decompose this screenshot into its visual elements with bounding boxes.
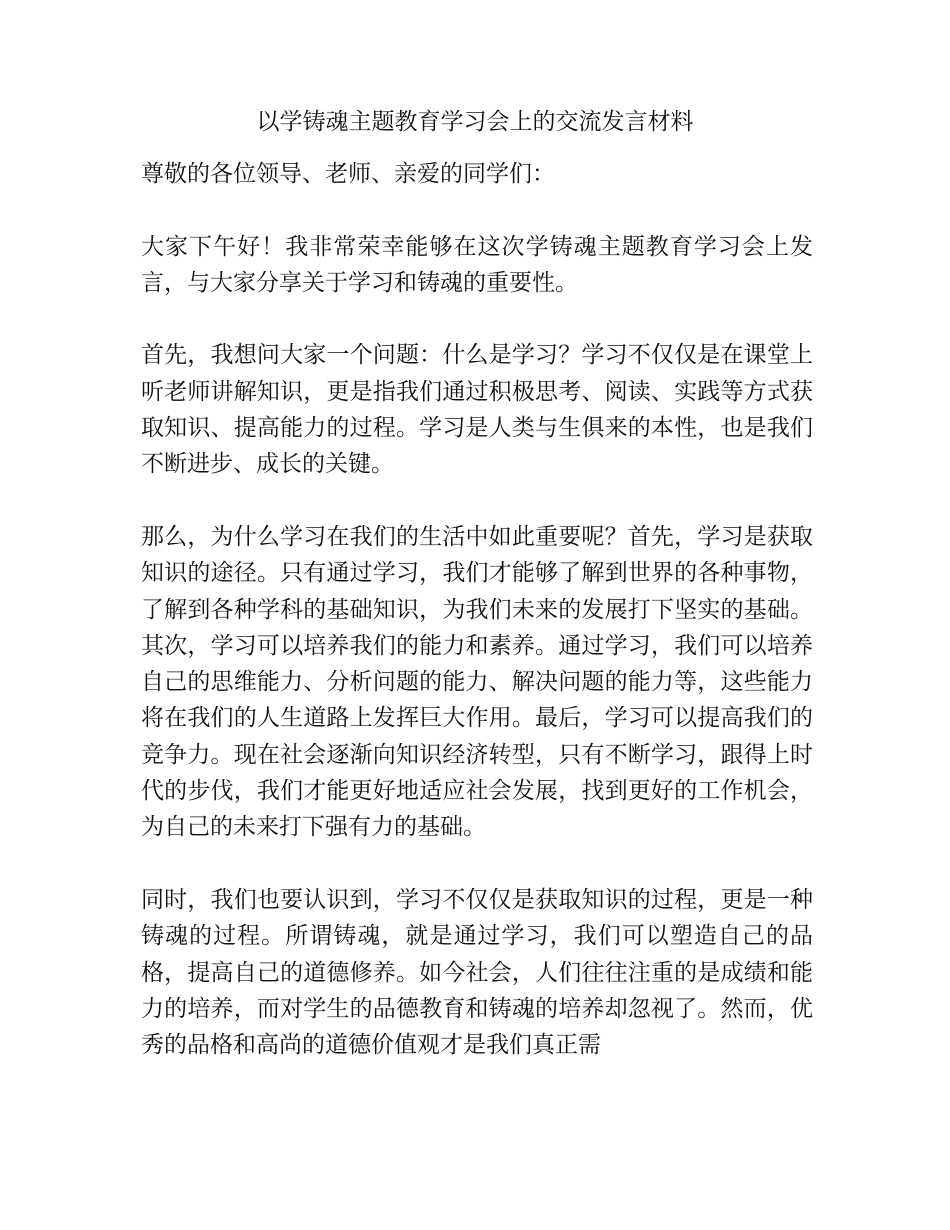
paragraph-greeting: 大家下午好！我非常荣幸能够在这次学铸魂主题教育学习会上发言，与大家分享关于学习和铸魂的重要性。 [141, 233, 813, 296]
paragraph-learning-and-soul: 同时，我们也要认识到，学习不仅仅是获取知识的过程，更是一种铸魂的过程。所谓铸魂，就是通过学习，我们可以塑造自己的品格，提高自己的道德修养。如今社会，人们往往注重的是成绩和能力的培养，而对学生的品德教育和铸魂的培养却忽视了。然而，优秀的品格和高尚的道德价值观才是我们真正需 [141, 886, 813, 1059]
document-body [141, 156, 813, 1063]
paragraph-why-learning-matters: 那么，为什么学习在我们的生活中如此重要呢？首先，学习是获取知识的途径。只有通过学习，我们才能够了解到世界的各种事物，了解到各种学科的基础知识，为我们未来的发展打下坚实的基础。其次，学习可以培养我们的能力和素养。通过学习，我们可以培养自己的思维能力、分析问题的能力、解决问题的能力等，这些能力将在我们的人生道路上发挥巨大作用。最后，学习可以提高我们的竞争力。现在社会逐渐向知识经济转型，只有不断学习，跟得上时代的步伐，我们才能更好地适应社会发展，找到更好的工作机会，为自己的未来打下强有力的基础。 [141, 523, 813, 841]
document-title: 以学铸魂主题教育学习会上的交流发言材料 [256, 109, 694, 135]
paragraph-what-is-learning: 首先，我想问大家一个问题：什么是学习？学习不仅仅是在课堂上听老师讲解知识，更是指我们通过积极思考、阅读、实践等方式获取知识、提高能力的过程。学习是人类与生俱来的本性，也是我们不断进步、成长的关键。 [141, 342, 813, 478]
salutation: 尊敬的各位领导、老师、亲爱的同学们： [141, 161, 555, 187]
